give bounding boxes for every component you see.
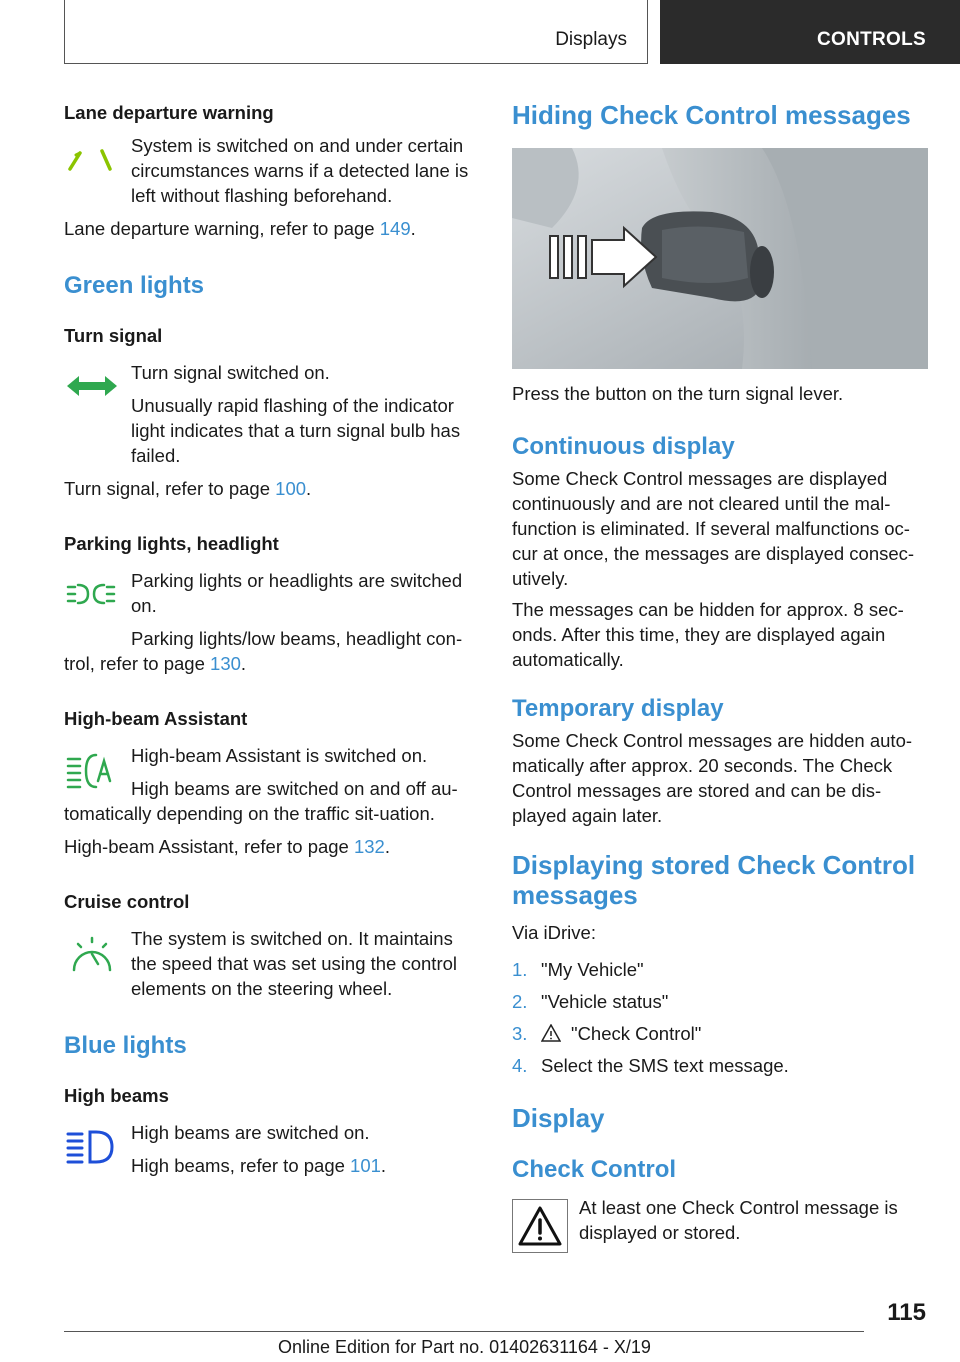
ref-suffix: . bbox=[240, 653, 247, 674]
high-beam-assistant-page-link[interactable]: 132 bbox=[353, 836, 385, 857]
lever-caption: Press the button on the turn signal lever. bbox=[512, 383, 844, 404]
list-item bbox=[512, 1021, 930, 1046]
ref-text: High beams, refer to page bbox=[131, 1155, 351, 1176]
turn-signal-text-1: Turn signal switched on. bbox=[131, 362, 330, 383]
high-beam-assistant-text-2: High beams are switched on and off au-tomatically depending on the traffic sit-uation. bbox=[64, 778, 458, 824]
high-beams-page-link[interactable]: 101 bbox=[350, 1155, 381, 1176]
high-beam-assistant-title: High-beam Assistant bbox=[64, 708, 248, 729]
green-lights-heading: Green lights bbox=[64, 272, 205, 299]
step-text: "Vehicle status" bbox=[541, 991, 669, 1012]
turn-signal-lever-photo bbox=[512, 148, 928, 369]
cruise-control-text: The system is switched on. It maintains the speed that was set using the control elements on the steering wheel. bbox=[131, 928, 458, 999]
cruise-control-icon bbox=[64, 932, 120, 976]
page-number: 115 bbox=[887, 1299, 926, 1326]
high-beams-item bbox=[64, 1120, 480, 1178]
check-control-item bbox=[512, 1195, 930, 1245]
check-control-text: At least one Check Control message is displayed or stored. bbox=[579, 1197, 898, 1243]
ref-suffix: . bbox=[410, 218, 416, 239]
lane-departure-item bbox=[64, 133, 480, 208]
ref-suffix: . bbox=[384, 836, 390, 857]
lever-illustration bbox=[512, 148, 928, 369]
left-column bbox=[64, 100, 480, 1178]
idrive-steps-list bbox=[512, 957, 930, 1078]
step-text: "Check Control" bbox=[571, 1023, 702, 1044]
lane-departure-ref bbox=[64, 216, 480, 241]
parking-lights-icon bbox=[64, 574, 120, 618]
temporary-display-text: Some Check Control messages are hidden auto-matically after approx. 20 seconds. The Check Control messages are stored and can be dis-played again later. bbox=[512, 730, 913, 826]
continuous-display-text-2: The messages can be hidden for approx. 8 sec-onds. After this time, they are displayed again automatically. bbox=[512, 599, 904, 670]
step-number: 1. bbox=[512, 959, 528, 980]
continuous-display-text-1: Some Check Control messages are displayed continuously and are not cleared until the mal-function is eliminated. If several malfunctions oc-cur at once, the messages are displayed consec-utively. bbox=[512, 468, 915, 589]
check-control-warning-icon bbox=[513, 1200, 567, 1252]
header-box bbox=[64, 0, 648, 64]
ref-text: High-beam Assistant, refer to page bbox=[64, 836, 354, 857]
right-column bbox=[512, 100, 930, 1245]
hiding-check-control-heading: Hiding Check Control messages bbox=[512, 100, 911, 130]
check-control-heading: Check Control bbox=[512, 1156, 677, 1183]
turn-signal-title: Turn signal bbox=[64, 325, 163, 346]
turn-signal-icon bbox=[64, 366, 120, 410]
parking-lights-text-1: Parking lights or headlights are switched on. bbox=[131, 570, 463, 616]
parking-lights-item bbox=[64, 568, 480, 618]
temporary-display-heading: Temporary display bbox=[512, 695, 724, 722]
cruise-control-item bbox=[64, 926, 480, 1001]
parking-lights-ref bbox=[64, 626, 480, 676]
step-number: 2. bbox=[512, 991, 528, 1012]
header-section-title: Displays bbox=[555, 29, 627, 50]
step-text: "My Vehicle" bbox=[541, 959, 644, 980]
ref-text: Turn signal, refer to page bbox=[64, 478, 276, 499]
step-text: Select the SMS text message. bbox=[541, 1055, 789, 1076]
high-beam-assistant-icon bbox=[64, 749, 120, 793]
lane-departure-icon bbox=[64, 139, 120, 183]
high-beam-assistant-text-1: High-beam Assistant is switched on. bbox=[131, 745, 428, 766]
high-beams-icon bbox=[64, 1126, 120, 1170]
high-beams-title: High beams bbox=[64, 1085, 169, 1106]
turn-signal-item bbox=[64, 360, 480, 385]
header-chapter-title: CONTROLS bbox=[816, 29, 926, 50]
via-idrive-text: Via iDrive: bbox=[512, 922, 596, 943]
turn-signal-page-link[interactable]: 100 bbox=[275, 478, 307, 499]
ref-suffix: . bbox=[306, 478, 312, 499]
list-item bbox=[512, 957, 930, 982]
footer-edition-text: Online Edition for Part no. 01402631164 - X/19 bbox=[278, 1337, 651, 1357]
turn-signal-ref bbox=[64, 476, 480, 501]
ref-text: Parking lights/low beams, headlight con-trol, refer to page bbox=[64, 628, 463, 674]
list-item bbox=[512, 989, 930, 1014]
parking-lights-page-link[interactable]: 130 bbox=[210, 653, 241, 674]
blue-lights-heading: Blue lights bbox=[64, 1032, 187, 1059]
stored-check-control-heading: Displaying stored Check Control messages bbox=[512, 850, 916, 910]
turn-signal-text-2-content: Unusually rapid flashing of the indicator light indicates that a turn signal bulb has failed. bbox=[131, 395, 461, 466]
step-number: 4. bbox=[512, 1055, 528, 1076]
lane-departure-page-link[interactable]: 149 bbox=[379, 218, 411, 239]
cruise-control-title: Cruise control bbox=[64, 891, 190, 912]
header-chapter-tab bbox=[660, 0, 960, 64]
lane-departure-title: Lane departure warning bbox=[64, 102, 274, 123]
high-beam-assistant-item bbox=[64, 743, 480, 768]
high-beams-text-1: High beams are switched on. bbox=[131, 1122, 370, 1143]
display-heading: Display bbox=[512, 1103, 605, 1133]
high-beam-assistant-ref bbox=[64, 834, 480, 859]
step-number: 3. bbox=[512, 1023, 528, 1044]
lane-departure-text: System is switched on and under certain circumstances warns if a detected lane is left without flashing beforehand. bbox=[131, 135, 469, 206]
continuous-display-heading: Continuous display bbox=[512, 433, 735, 460]
turn-signal-text-2 bbox=[64, 393, 480, 468]
check-control-icon-frame bbox=[512, 1199, 568, 1253]
ref-text: Lane departure warning, refer to page bbox=[64, 218, 380, 239]
parking-lights-title: Parking lights, headlight bbox=[64, 533, 279, 554]
footer-divider bbox=[64, 1331, 864, 1332]
ref-suffix: . bbox=[380, 1155, 387, 1176]
warning-triangle-icon bbox=[541, 1024, 561, 1042]
high-beams-ref bbox=[131, 1153, 480, 1178]
list-item bbox=[512, 1053, 930, 1078]
